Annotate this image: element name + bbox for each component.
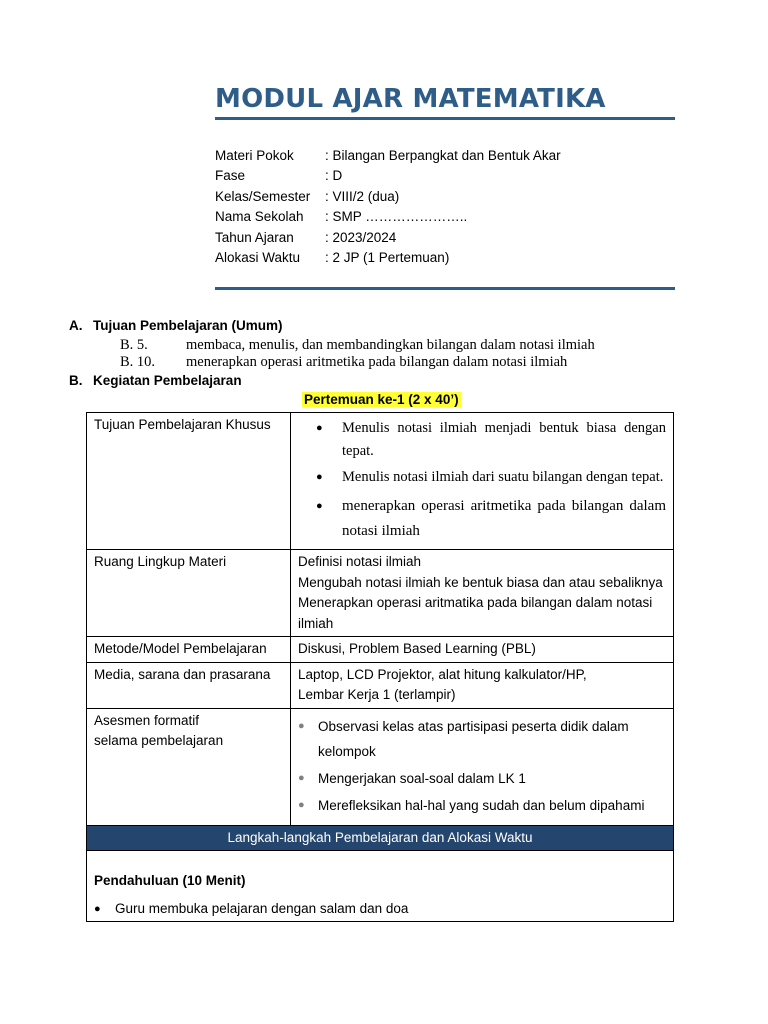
info-row-kelas [215,187,561,207]
content-line: Lembar Kerja 1 (terlampir) [298,687,456,702]
objective-code: B. 5. [120,337,148,353]
content-line: Definisi notasi ilmiah [298,554,422,569]
objective-text: menerapkan operasi aritmetika pada bilangan dalam notasi ilmiah [186,354,568,370]
info-label: Fase [215,168,246,184]
info-label: Tahun Ajaran [215,229,294,245]
info-value: : SMP ………………….. [325,209,468,225]
content-line: Laptop, LCD Projektor, alat hitung kalkulator/HP, [298,666,587,682]
list-item: ● Observasi kelas atas partisipasi peserta didik dalam kelompok [298,714,666,764]
info-label: Kelas/Semester [215,188,311,204]
table-row [87,851,674,922]
info-rule [215,287,675,290]
row-label: Tujuan Pembelajaran Khusus [87,413,291,550]
section-a-heading [69,318,283,333]
list-item: ● Menulis notasi ilmiah dari suatu bilangan dengan tepat. [298,466,666,489]
info-label: Alokasi Waktu [215,250,301,266]
steps-body [87,851,674,922]
section-letter: B. [69,373,83,388]
pendahuluan-heading: Pendahuluan (10 Menit) [94,873,246,888]
meeting-label: Pertemuan ke-1 (2 x 40’) [304,392,459,407]
row-label: Metode/Model Pembelajaran [87,637,291,663]
objective-item [120,337,595,354]
objectives-list [298,417,666,544]
assessment-list [298,714,666,818]
info-label: Nama Sekolah [215,209,304,225]
list-item: ● Mengerjakan soal-soal dalam LK 1 [298,766,666,791]
info-value: : 2023/2024 [325,229,397,245]
info-value: : VIII/2 (dua) [325,188,400,204]
info-value: : D [325,168,343,184]
info-row-tahun [215,228,561,248]
list-item: ● Guru membuka pelajaran dengan salam dan doa [94,899,666,920]
module-info [215,146,561,268]
objective-item [120,354,567,371]
row-label: Ruang Lingkup Materi [87,550,291,637]
document-title: MODUL AJAR MATEMATIKA [215,84,606,114]
info-value: : 2 JP (1 Pertemuan) [325,250,450,266]
section-title: Tujuan Pembelajaran (Umum) [93,318,283,333]
row-content [291,708,674,825]
pendahuluan-list [94,899,666,920]
info-row-alokasi [215,248,561,268]
table-row [87,637,674,663]
row-label [87,708,291,825]
content-line: Menerapkan operasi aritmatika pada bilangan dalam notasi ilmiah [298,595,653,631]
table-row [87,550,674,637]
row-content [291,550,674,637]
list-item: ● Menulis notasi ilmiah menjadi bentuk biasa dengan tepat. [298,417,666,463]
info-row-materi [215,146,561,166]
section-letter: A. [69,318,83,333]
objective-text: membaca, menulis, dan membandingkan bilangan dalam notasi ilmiah [186,337,595,353]
label-line: Asesmen formatif [94,712,200,728]
row-content: Diskusi, Problem Based Learning (PBL) [291,637,674,663]
row-content [291,413,674,550]
objective-code: B. 10. [120,354,156,370]
table-row [87,662,674,708]
list-item: ● Merefleksikan hal-hal yang sudah dan belum dipahami [298,793,666,818]
list-item: ● menerapkan operasi aritmetika pada bilangan dalam notasi ilmiah [298,494,666,544]
info-value: : Bilangan Berpangkat dan Bentuk Akar [325,148,561,163]
row-content [291,662,674,708]
table-row [87,413,674,550]
label-line: selama pembelajaran [94,733,224,748]
title-rule [215,117,675,120]
info-label: Materi Pokok [215,148,294,163]
section-b-heading [69,373,242,388]
table-row [87,825,674,851]
table-row [87,708,674,825]
info-row-fase [215,166,561,186]
section-title: Kegiatan Pembelajaran [93,373,242,388]
info-row-sekolah [215,207,561,227]
row-label: Media, sarana dan prasarana [87,662,291,708]
content-line: Mengubah notasi ilmiah ke bentuk biasa dan atau sebaliknya [298,574,663,590]
steps-header: Langkah-langkah Pembelajaran dan Alokasi Waktu [87,825,674,851]
lesson-plan-table [86,412,674,922]
